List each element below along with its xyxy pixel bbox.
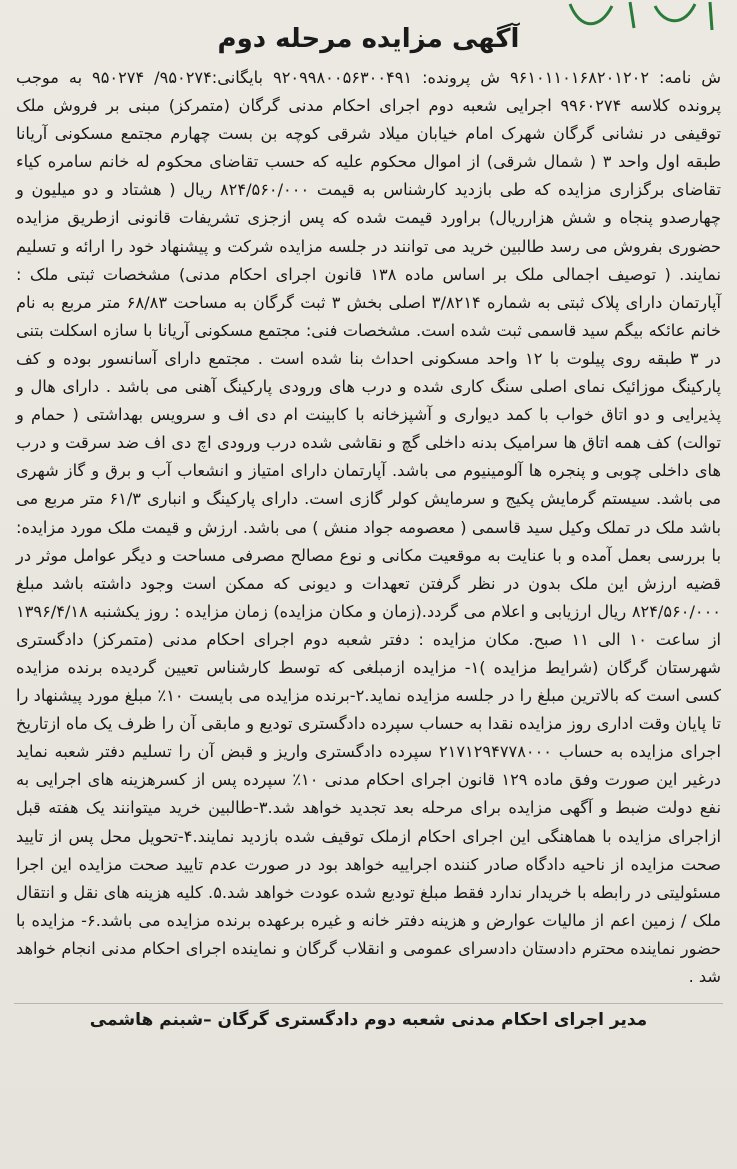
notice-title: آگهی مزایده مرحله دوم (217, 24, 520, 54)
handwritten-mark-icon (560, 0, 730, 34)
notice-body: ش نامه: ۹۶۱۰۱۱۰۱۶۸۲۰۱۲۰۲ ش پرونده: ۹۲۰۹۹۸۰۰۵۶۳۰۰۴۹۱ بایگانی:۹۵۰۲۷۴/ ۹۵۰۲۷۴ به موجب پرونده کلاسه ۹۹۶۰۲۷۴ اجرایی شعبه دوم اجرای احکام مدنی گرگان (متمرکز) مبنی بر فروش ملک توقیفی در نشانی گرگان شهرک امام خیابان میلاد شرقی کوچه بن بست چهارم مجتمع مسکونی آریانا طبقه اول واحد ۳ ( شمال شرقی) از اموال محکوم علیه که حسب تقاضای محکوم له خانم سامره کیاء تقاضای برگزاری مزایده که طی بازدید کارشناس به قیمت ۸۲۴/۵۶۰/۰۰۰ ریال ( هشتاد و دو میلیون و چهارصدو پنجاه و شش هزارریال) براورد قیمت شده که پس ازجزی تشریفات قانونی ازطریق مزایده حضوری بفروش می رسد طالبین خرید می توانند در جلسه مزایده شرکت و پیشنهاد خود را ارائه و تسلیم نمایند. ( توصیف اجمالی ملک بر اساس ماده ۱۳۸ قانون اجرای احکام مدنی) مشخصات ثبتی ملک : آپارتمان دارای پلاک ثبتی به شماره ۳/۸۲۱۴ اصلی بخش ۳ ثبت گرگان به مساحت ۶۸/۸۳ متر مربع به نام خانم عائکه بیگم سید قاسمی ثبت شده است. مشخصات فنی: مجتمع مسکونی آریانا با سازه اسکلت بتنی در ۳ طبقه روی پیلوت با ۱۲ واحد مسکونی احداث بنا شده است . مجتمع دارای آسانسور بوده و کف پارکینگ موزائیک نمای اصلی سنگ کاری شده و درب های ورودی پارکینگ آهنی می باشد . دارای هال و پذیرایی و دو اتاق خواب با کمد دیواری و آشپزخانه با کابینت ام دی اف و سرویس بهداشتی ( حمام و توالت) کف همه اتاق ها سرامیک بدنه داخلی گچ و نقاشی شده درب ورودی اچ دی اف ضد سرقت و درب های داخلی چوبی و پنجره ها آلومینیوم می باشد. آپارتمان دارای امتیاز و انشعاب آب و برق و گاز شهری می باشد. سیستم گرمایش پکیج و سرمایش کولر گازی است. دارای پارکینگ و انباری ۶۱/۳ متر مربع می باشد ملک در تملک وکیل سید قاسمی ( معصومه جواد منش ) می باشد. ارزش و قیمت ملک مورد مزایده: با بررسی بعمل آمده و با عنایت به موقعیت مکانی و نوع مصالح مصرفی مساحت و دیگر عوامل موثر در قضیه ارزش این ملک بدون در نظر گرفتن تعهدات و دیونی که ممکن است وجود داشته باشد مبلغ ۸۲۴/۵۶۰/۰۰۰ ریال ارزیابی و اعلام می گردد.(زمان و مکان مزایده) زمان مزایده : روز یکشنبه ۱۳۹۶/۴/۱۸ از ساعت ۱۰ الی ۱۱ صبح. مکان مزایده : دفتر شعبه دوم اجرای احکام مدنی (متمرکز) دادگستری شهرستان گرگان (شرایط مزایده )۱- مزایده ازمبلغی که توسط کارشناس تعیین گردیده برنده مزایده کسی است که بالاترین مبلغ را در جلسه مزایده نماید.۲-برنده مزایده می بایست ۱۰٪ مبلغ مورد پیشنهاد را تا پایان وقت اداری روز مزایده نقدا به حساب سپرده دادگستری تودیع و مابقی آن را ظرف یک ماه ازتاریخ اجرای مزایده به حساب ۲۱۷۱۲۹۴۷۷۸۰۰۰ سپرده دادگستری واریز و قبض آن را تسلیم دفتر شعبه نماید درغیر این صورت وفق ماده ۱۲۹ قانون اجرای احکام مدنی ۱۰٪ سپرده پس از کسرهزینه های اجرایی به نفع دولت ضبط و آگهی مزایده برای مرحله بعد تجدید خواهد شد.۳-طالبین خرید میتوانند یک هفته قبل ازاجرای مزایده با هماهنگی این اجرای احکام ازملک توقیف شده بازدید نمایند.۴-تحویل محل پس از تایید صحت مزایده از ناحیه دادگاه صادر کننده اجراییه خواهد بود در صورت عدم تایید صحت مزایده این اجرا مسئولیتی در رابطه با خریدار ندارد فقط مبلغ تودیع شده عودت خواهد شد.۵. کلیه هزینه های نقل و انتقال ملک / زمین اعم از مالیات عوارض و هزینه دفتر خانه و غیره برعهده برنده مزایده می باشد.۶- مزایده با حضور نماینده محترم دادستان دادسرای عمومی و انقلاب گرگان و نماینده اجرای احکام مدنی انجام خواهد شد . (16, 68, 722, 986)
notice-signature: مدیر اجرای احکام مدنی شعبه دوم دادگستری گرگان –شبنم هاشمی (14, 1003, 723, 1030)
